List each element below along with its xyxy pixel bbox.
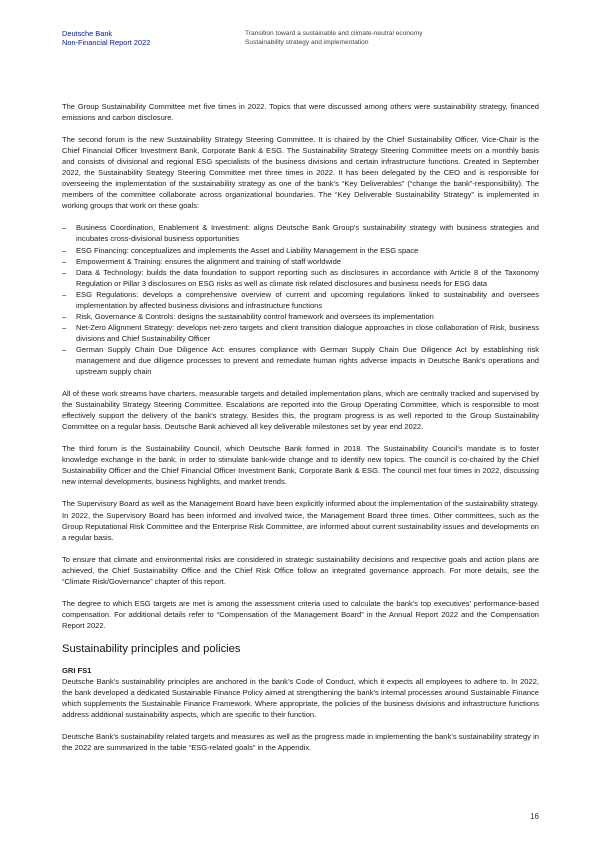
list-item [62,256,539,267]
bullet-marker: – [62,223,67,233]
section-heading: Sustainability principles and policies [62,642,241,655]
section-title: Sustainability strategy and implementation [245,39,369,46]
list-item-text: ESG Regulations: develops a comprehensive overview of current and upcoming regulations linked to sustainability and oversees implementation by affected business divisions and infrastructure functions [76,289,539,310]
working-groups-list [62,222,539,377]
paragraph-climate-risks: To ensure that climate and environmental risks are considered in strategic sustainability decisions and respective goals and action plans are achieved, the Chief Sustainability Office and the Chief Risk Office follow an integrated governance approach. For more details, see the “Climate Risk/Governance” chapter of this report. [62,554,539,586]
list-item-text: Net-Zero Alignment Strategy: develops net-zero targets and client transition dialogue approaches in close collaboration of Risk, business divisions and Chief Sustainability Officer [76,322,539,343]
bullet-marker: – [62,322,67,332]
list-item [62,311,539,322]
chapter-title: Transition toward a sustainable and climate-neutral economy [245,30,423,37]
paragraph-compensation: The degree to which ESG targets are met is among the assessment criteria used to calculate the bank’s top executives’ performance-based compensation. For additional details refer to “Compensation of the Management Board” in the Annual Report 2022 and the Compensation Report 2022. [62,598,539,630]
report-brand [62,29,150,47]
report-body [62,101,539,764]
bullet-marker: – [62,256,67,266]
chapter-breadcrumb [245,29,423,47]
list-item-text: Risk, Governance & Controls: designs the sustainability control framework and oversees its implementation [76,311,434,321]
page-header [62,29,542,51]
paragraph-group-committee: The Group Sustainability Committee met five times in 2022. Topics that were discussed among others were sustainability strategy, financed emissions and carbon disclosure. [62,102,539,123]
bullet-marker: – [62,344,67,354]
page-number: 16 [530,812,539,821]
list-item [62,344,539,377]
list-item-text: German Supply Chain Due Diligence Act: ensures compliance with German Supply Chain Due Diligence Act by establishing risk management and due diligence processes to prevent and remediate human rights adverse impacts in Deutsche Bank’s operations and upstream supply chain [76,344,539,377]
paragraph-principles: Deutsche Bank’s sustainability principles are anchored in the bank’s Code of Conduct, which it expects all employees to adhere to. In 2022, the bank developed a dedicated Sustainable Finance Policy aimed at strengthening the bank’s internal processes around Sustainable Finance which supplements the Sustainable Finance Framework. Where appropriate, the policies of the business divisions and infrastructure functions address additional sustainability aspects, which are specific to their function. [62,676,539,720]
paragraph-sustainability-council: The third forum is the Sustainability Council, which Deutsche Bank formed in 2018. The Sustainability Council’s mandate is to foster knowledge exchange in the bank, in order to stimulate bank-wide change and to identify new topics. The council is co-chaired by the Chief Sustainability Officer and the Chief Financial Officer Investment Bank, Corporate Bank & ESG. The council met four times in 2022, discussing new internal developments, business highlights, and market trends. [62,444,539,487]
list-item [62,289,539,311]
bullet-marker: – [62,311,67,321]
list-item-text: Business Coordination, Enablement & Investment: aligns Deutsche Bank Group’s sustainability strategy with business strategies and incubates cross-divisional business opportunities [76,223,539,244]
list-item-text: Empowerment & Training: ensures the alignment and training of staff worldwide [76,256,341,266]
list-item [62,322,539,344]
paragraph-steering-committee: The second forum is the new Sustainability Strategy Steering Committee. It is chaired by the Chief Sustainability Officer, Vice-Chair is the Chief Financial Officer Investment Bank, Corporate Bank & ESG. The Sustainability Strategy Steering Committee meets on a monthly basis and consists of divisional and regional ESG specialists of the business divisions and certain infrastructure functions. Created in September 2022, the Sustainability Strategy Steering Committee met three times in 2022. It has been delegated by the CEO and is responsible for overseeing the implementation of the sustainability strategy as one of the bank’s “Key Deliverables” (“change the bank”-responsibility). The members of the committee collaborate across organizational boundaries. The “Key Deliverable Sustainability Strategy” is implemented in working groups that work on these goals: [62,135,539,211]
paragraph-targets: Deutsche Bank’s sustainability related targets and measures as well as the progress made in implementing the bank’s sustainability strategy in the 2022 are summarized in the table “ESG-related goals” in the Appendix. [62,732,539,753]
brand-name: Deutsche Bank [62,29,113,38]
list-item [62,245,539,256]
bullet-marker: – [62,289,67,299]
list-item-text: ESG Financing: conceptualizes and implements the Asset and Liability Management in the ESG space [76,245,419,255]
list-item [62,267,539,289]
list-item-text: Data & Technology: builds the data foundation to support reporting such as disclosures in accordance with Article 8 of the Taxonomy Regulation or Pillar 3 disclosures on ESG risks as well as climate risk related disclosures and business needs for ESG data [76,267,539,288]
list-item [62,222,539,244]
report-title: Non-Financial Report 2022 [62,38,151,47]
paragraph-boards: The Supervisory Board as well as the Management Board have been explicitly informed about the implementation of the sustainability strategy. In 2022, the Supervisory Board has been informed and involved twice, the Management Board three times. Other committees, such as the Group Reputational Risk Committee and the Enterprise Risk Committee, are informed about current sustainability issues and developments on a regular basis. [62,499,539,542]
gri-label: GRI FS1 [62,665,92,675]
paragraph-work-streams: All of these work streams have charters, measurable targets and detailed implementation plans, which are centrally tracked and supervised by the Sustainability Strategy Steering Committee. Escalations are reported into the Group Operating Committee, which is responsible to most effectively support the delivery of the bank’s strategy. Besides this, the program progress is as well reported to the Group Sustainability Committee on a regular basis. Deutsche Bank achieved all key deliverable milestones set by year end 2022. [62,389,539,432]
bullet-marker: – [62,267,67,277]
bullet-marker: – [62,245,67,255]
